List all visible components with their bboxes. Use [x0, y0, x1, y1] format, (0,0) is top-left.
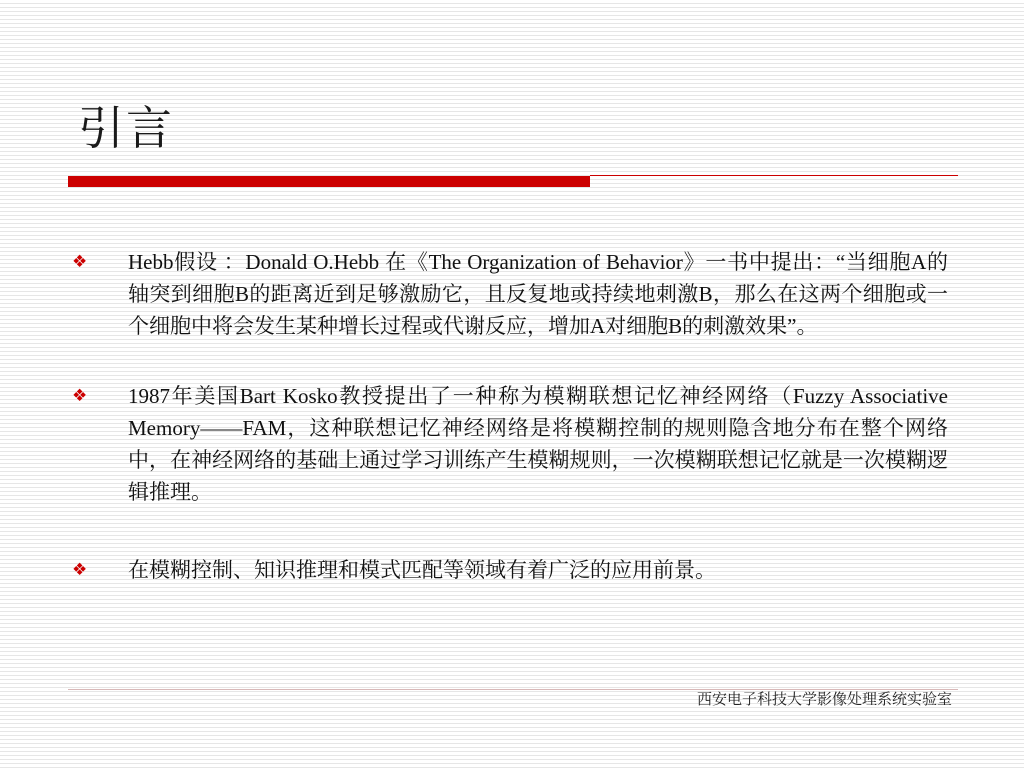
title-underline-rule: [590, 175, 958, 176]
bullet-list: [68, 246, 948, 624]
diamond-bullet-icon: ❖: [72, 386, 88, 406]
bullet-text: 1987年美国Bart Kosko教授提出了一种称为模糊联想记忆神经网络（Fuzzy Associative Memory——FAM，这种联想记忆神经网络是将模糊控制的规则隐含地分布在整个网络中，在神经网络的基础上通过学习训练产生模糊规则，一次模糊联想记忆就是一次模糊逻辑推理。: [128, 384, 948, 504]
bullet-text: 在模糊控制、知识推理和模式匹配等领域有着广泛的应用前景。: [128, 558, 716, 582]
bullet-text: Hebb假设 ：Donald O.Hebb 在《The Organization of Behavior》一书中提出：“当细胞A的轴突到细胞B的距离近到足够激励它，且反复地或持续地刺激B，那么在这两个细胞或一个细胞中将会发生某种增长过程或代谢反应，增加A对细胞B的刺激效果”。: [128, 250, 948, 338]
diamond-bullet-icon: ❖: [72, 560, 88, 580]
bullet-item-hebb: [68, 246, 948, 342]
footer-institution: 西安电子科技大学影像处理系统实验室: [696, 692, 952, 708]
slide-title: 引言: [78, 103, 174, 154]
title-underline-bar: [68, 176, 590, 187]
bullet-item-applications: [68, 554, 948, 586]
bullet-item-fam: [68, 380, 948, 508]
diamond-bullet-icon: ❖: [72, 252, 88, 272]
